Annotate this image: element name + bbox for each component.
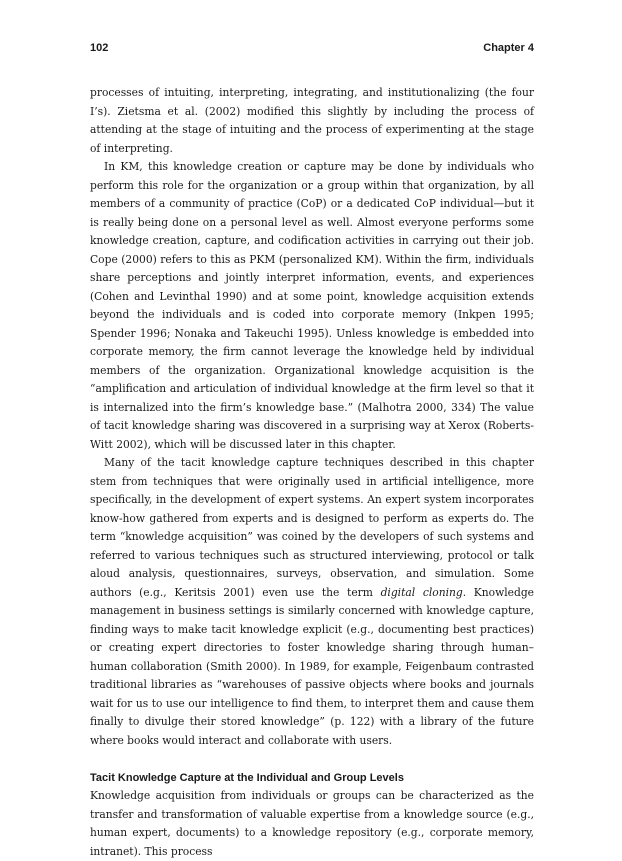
paragraph-tacit-techniques	[90, 454, 534, 750]
running-head	[90, 40, 534, 56]
emphasis-digital-cloning: digital cloning	[380, 585, 463, 599]
paragraph-km-capture: In KM, this knowledge creation or capture may be done by individuals who perform this role for the organization or a group within that organization, by all members of a community of practice (CoP) or a dedicated CoP individual—but it is really being done on a personal level as well. Almost everyone performs some knowledge creation, capture, and codification activities in carrying out their job. Cope (2000) refers to this as PKM (personalized KM). Within the firm, individuals share perceptions and jointly interpret information, events, and experiences (Cohen and Levinthal 1990) and at some point, knowledge acquisition extends beyond the individuals and is coded into corporate memory (Inkpen 1995; Spender 1996; Nonaka and Takeuchi 1995). Unless knowledge is embedded into corporate memory, the firm cannot leverage the knowledge held by individual members of the organization. Organizational knowledge acquisition is the “amplification and articulation of individual knowledge at the firm level so that it is internalized into the firm’s knowledge base.” (Malhotra 2000, 334) The value of tacit knowledge sharing was discovered in a surprising way at Xerox (Roberts-Witt 2002), which will be discussed later in this chapter.	[90, 160, 534, 451]
paragraph-text-before: Many of the tacit knowledge capture techniques described in this chapter stem from techniques that were originally used in artificial intelligence, more specifically, in the development of expert systems. An expert system incorporates know-how gathered from experts and is designed to perform as experts do. The term “knowledge acquisition” was coined by the developers of such systems and referred to various techniques such as structured interviewing, protocol or talk aloud analysis, questionnaires, surveys, observation, and simulation. Some authors (e.g., Keritsis 2001) even use the term	[90, 456, 534, 599]
paragraph-section-intro: Knowledge acquisition from individuals or groups can be characterized as the transfer and transformation of valuable expertise from a knowledge source (e.g., human expert, documents) to a knowledge repository (e.g., corporate memory, intranet). This process	[90, 789, 534, 858]
section-heading: Tacit Knowledge Capture at the Individual and Group Levels	[90, 771, 404, 784]
chapter-label: Chapter 4	[483, 42, 534, 54]
page-number: 102	[90, 42, 109, 54]
paragraph-text-after: . Knowledge management in business settings is similarly concerned with knowledge capture, finding ways to make tacit knowledge explicit (e.g., documenting best practices) or creating expert directories to foster knowledge sharing through human–human collaboration (Smith 2000). In 1989, for example, Feigenbaum contrasted traditional libraries as “warehouses of passive objects where books and journals wait for us to use our intelligence to find them, to interpret them and cause them finally to divulge their stored knowledge” (p. 122) with a library of the future where books would interact and collaborate with users.	[90, 585, 534, 747]
body-text	[90, 84, 534, 861]
paragraph-continued: processes of intuiting, interpreting, integrating, and institutionalizing (the four I’s). Zietsma et al. (2002) modified this slightly by including the process of attending at the stage of intuiting and the process of experimenting at the stage of interpreting.	[90, 86, 534, 155]
